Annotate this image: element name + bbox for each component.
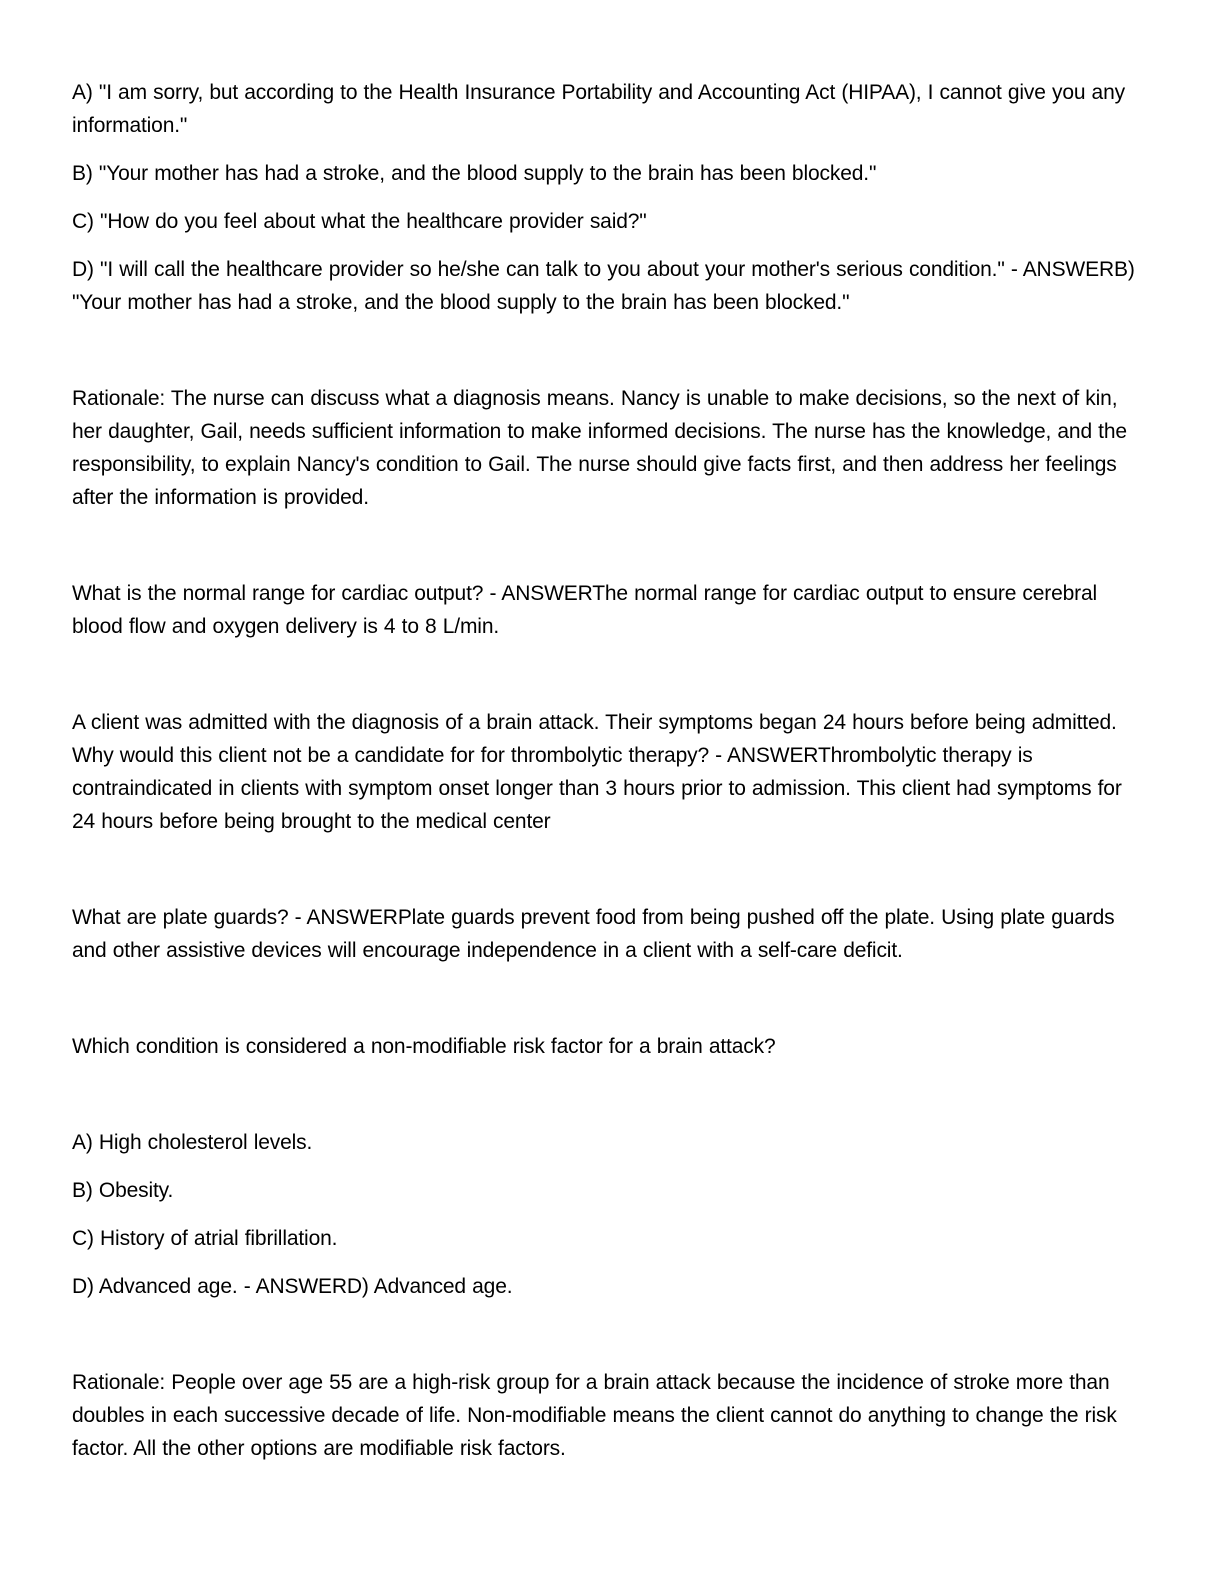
paragraph: B) Obesity.: [72, 1179, 174, 1202]
paragraph: What is the normal range for cardiac output? - ANSWERThe normal range for cardiac output to ensure cerebral blood flow and oxygen delivery is 4 to 8 L/min.: [72, 582, 1104, 638]
paragraph-spacer: [72, 658, 1144, 691]
paragraph: C) History of atrial fibrillation.: [72, 1227, 338, 1250]
paragraph: A client was admitted with the diagnosis of a brain attack. Their symptoms began 24 hours before being admitted. Why would this client not be a candidate for for thrombolytic therapy? - ANSWERThrombolytic therapy is contraindicated in clients with symptom onset longer than 3 hours prior to admission. This client had symptoms for 24 hours before being brought to the medical center: [72, 711, 1128, 833]
paragraph: D) Advanced age. - ANSWERD) Advanced age.: [72, 1275, 513, 1298]
paragraph-spacer: [72, 1078, 1144, 1111]
paragraph: What are plate guards? - ANSWERPlate guards prevent food from being pushed off the plate. Using plate guards and other assistive devices will encourage independence in a client with a self-care deficit.: [72, 906, 1121, 962]
paragraph: Which condition is considered a non-modifiable risk factor for a brain attack?: [72, 1035, 776, 1058]
paragraph: Rationale: The nurse can discuss what a diagnosis means. Nancy is unable to make decisions, so the next of kin, her daughter, Gail, needs sufficient information to make informed decisions. The nurse has the knowledge, and the responsibility, to explain Nancy's condition to Gail. The nurse should give facts first, and then address her feelings after the information is provided.: [72, 387, 1134, 509]
paragraph: B) "Your mother has had a stroke, and the blood supply to the brain has been blocked.": [72, 162, 877, 185]
paragraph: C) "How do you feel about what the healthcare provider said?": [72, 210, 647, 233]
paragraph: A) High cholesterol levels.: [72, 1131, 313, 1154]
paragraph: Rationale: People over age 55 are a high-risk group for a brain attack because the incidence of stroke more than doubles in each successive decade of life. Non-modifiable means the client cannot do anything to change the risk factor. All the other options are modifiable risk factors.: [72, 1371, 1123, 1460]
paragraph-spacer: [72, 1318, 1144, 1351]
paragraph-spacer: [72, 334, 1144, 367]
paragraph: A) "I am sorry, but according to the Health Insurance Portability and Accounting Act (HIPAA), I cannot give you any information.": [72, 81, 1132, 137]
paragraph-spacer: [72, 982, 1144, 1015]
paragraph-spacer: [72, 853, 1144, 886]
document-body: [72, 76, 1144, 1465]
paragraph: D) "I will call the healthcare provider so he/she can talk to you about your mother's serious condition." - ANSWERB) "Your mother has had a stroke, and the blood supply to the brain has been blocked.": [72, 258, 1141, 314]
paragraph-spacer: [72, 529, 1144, 562]
